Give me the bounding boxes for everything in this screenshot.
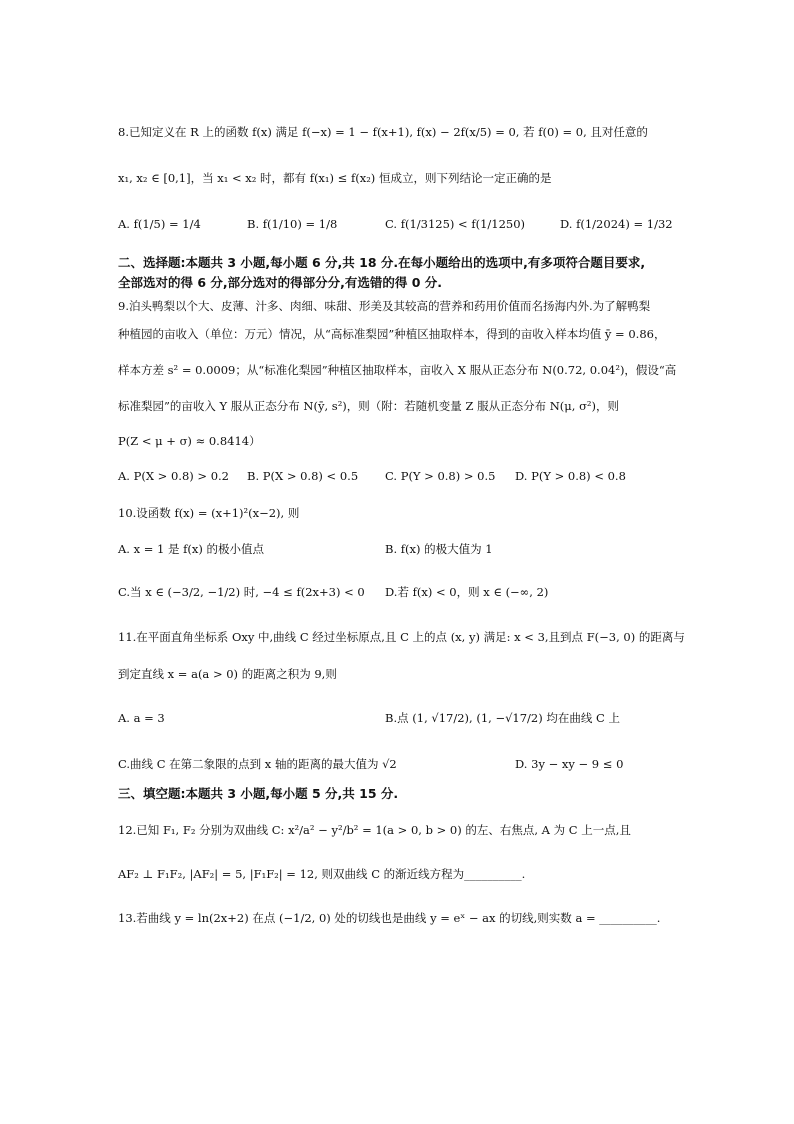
q9-line-1: 9.泊头鸭梨以个大、皮薄、汁多、肉细、味甜、形美及其较高的营养和药用价值而名扬海内外.为了解鸭梨 [118, 299, 651, 313]
section-2-line-1: 二、选择题:本题共 3 小题,每小题 6 分,共 18 分.在每小题给出的选项中,有多项符合题目要求, [118, 255, 646, 270]
q10-option-a: A. x = 1 是 f(x) 的极小值点 [118, 542, 265, 556]
q11-option-d: D. 3y − xy − 9 ≤ 0 [515, 757, 624, 771]
q8-option-a: A. f(1/5) = 1/4 [118, 217, 201, 231]
q8-option-c: C. f(1/3125) < f(1/1250) [385, 217, 526, 231]
section-3-line-1: 三、填空题:本题共 3 小题,每小题 5 分,共 15 分. [118, 786, 399, 801]
q13-line-1: 13.若曲线 y = ln(2x+2) 在点 (−1/2, 0) 处的切线也是曲线 y = eˣ − ax 的切线,则实数 a = __________. [118, 911, 661, 925]
section-2-line-2: 全部选对的得 6 分,部分选对的得部分分,有选错的得 0 分. [118, 275, 443, 290]
q9-option-a: A. P(X > 0.8) > 0.2 [118, 469, 229, 483]
q11-option-a: A. a = 3 [118, 711, 165, 725]
q8-option-d: D. f(1/2024) = 1/32 [560, 217, 673, 231]
q10-option-c: C.当 x ∈ (−3/2, −1/2) 时, −4 ≤ f(2x+3) < 0 [118, 585, 365, 599]
q10-option-d: D.若 f(x) < 0，则 x ∈ (−∞, 2) [385, 585, 549, 599]
q12-line-1: 12.已知 F₁, F₂ 分别为双曲线 C: x²/a² − y²/b² = 1(a > 0, b > 0) 的左、右焦点, A 为 C 上一点,且 [118, 823, 631, 837]
q9-option-c: C. P(Y > 0.8) > 0.5 [385, 469, 496, 483]
q11-line-2: 到定直线 x = a(a > 0) 的距离之积为 9,则 [118, 667, 337, 681]
q9-line-2: 种植园的亩收入（单位：万元）情况，从“高标准梨园”种植区抽取样本，得到的亩收入样本均值 ȳ = 0.86， [118, 327, 666, 341]
q10-line-1: 10.设函数 f(x) = (x+1)²(x−2), 则 [118, 506, 300, 520]
q11-option-c: C.曲线 C 在第二象限的点到 x 轴的距离的最大值为 √2 [118, 757, 397, 771]
q9-line-4: 标准梨园”的亩收入 Y 服从正态分布 N(ȳ, s²)，则（附：若随机变量 Z 服从正态分布 N(μ, σ²)，则 [118, 399, 620, 413]
q12-line-2: AF₂ ⊥ F₁F₂, |AF₂| = 5, |F₁F₂| = 12, 则双曲线 C 的渐近线方程为__________. [118, 867, 526, 881]
q8-option-b: B. f(1/10) = 1/8 [247, 217, 338, 231]
q9-line-5: P(Z < μ + σ) ≈ 0.8414） [118, 434, 261, 448]
q8-line-2: x₁, x₂ ∈ [0,1]，当 x₁ < x₂ 时，都有 f(x₁) ≤ f(x₂) 恒成立，则下列结论一定正确的是 [118, 171, 552, 185]
q9-option-d: D. P(Y > 0.8) < 0.8 [515, 469, 626, 483]
q9-option-b: B. P(X > 0.8) < 0.5 [247, 469, 359, 483]
q11-option-b: B.点 (1, √17/2), (1, −√17/2) 均在曲线 C 上 [385, 711, 620, 725]
q10-option-b: B. f(x) 的极大值为 1 [385, 542, 493, 556]
q8-line-1: 8.已知定义在 R 上的函数 f(x) 满足 f(−x) = 1 − f(x+1), f(x) − 2f(x/5) = 0, 若 f(0) = 0, 且对任意的 [118, 125, 648, 139]
q11-line-1: 11.在平面直角坐标系 Oxy 中,曲线 C 经过坐标原点,且 C 上的点 (x, y) 满足: x < 3,且到点 F(−3, 0) 的距离与 [118, 630, 685, 644]
q9-line-3: 样本方差 s² = 0.0009；从“标准化梨园”种植区抽取样本，亩收入 X 服从正态分布 N(0.72, 0.04²)，假设“高 [118, 363, 677, 377]
